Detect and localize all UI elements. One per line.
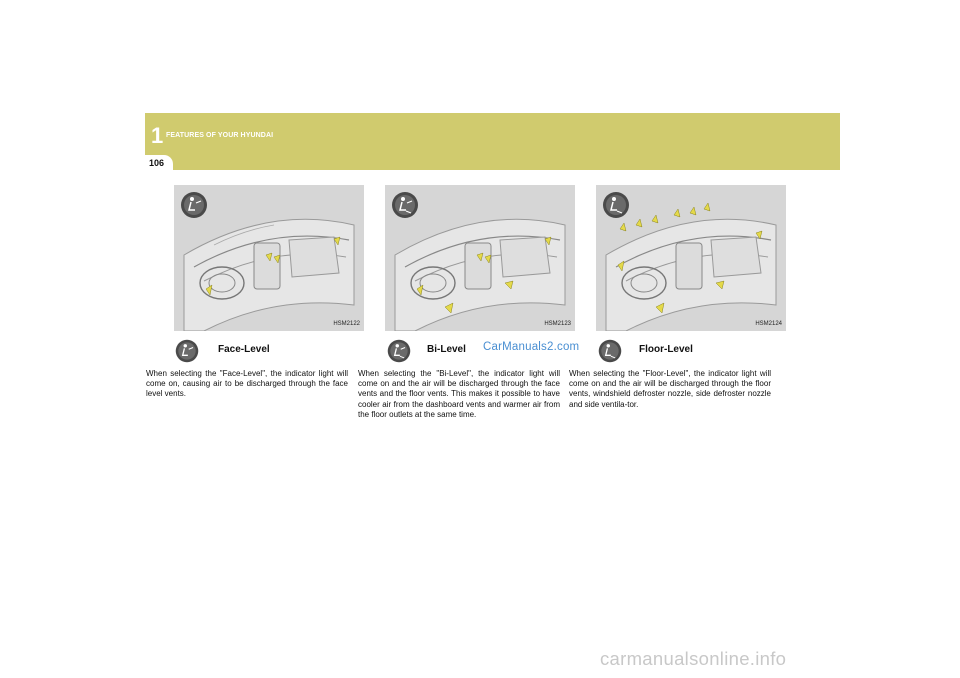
mode-title: Face-Level: [218, 344, 270, 355]
chapter-header-band: [145, 113, 840, 170]
figure-floor-level-dashboard: [596, 185, 786, 331]
floor-level-mode-icon: [597, 338, 623, 364]
mode-title: Bi-Level: [427, 344, 466, 355]
chapter-number: 1: [151, 123, 164, 148]
mode-description: When selecting the "Floor-Level", the indicator light will come on and the air will be discharged through the floor vents, windshield defroster nozzle, side defroster nozzle and side ventila-tor.: [569, 369, 771, 409]
bi-level-mode-icon: [390, 190, 420, 220]
figure-code: HSM2123: [544, 321, 571, 327]
watermark-carmanualsonline: carmanualsonline.info: [600, 648, 787, 669]
face-level-mode-icon: [174, 338, 200, 364]
figure-code: HSM2122: [333, 321, 360, 327]
figure-bi-level-dashboard: [385, 185, 575, 331]
mode-row-floor-level: [569, 338, 779, 362]
watermark-carmanuals2: CarManuals2.com: [483, 341, 580, 353]
mode-title: Floor-Level: [639, 344, 693, 355]
mode-row-face-level: [146, 338, 356, 362]
chapter-title: FEATURES OF YOUR HYUNDAI: [166, 132, 274, 139]
figure-code: HSM2124: [755, 321, 782, 327]
mode-description: When selecting the "Bi-Level", the indicator light will come on and the air will be discharged through the face vents and the floor vents. This makes it possible to have cooler air from the dashboard vents and warmer air from the floor outlets at the same time.: [358, 369, 560, 419]
face-level-mode-icon: [179, 190, 209, 220]
mode-description: When selecting the "Face-Level", the indicator light will come on, causing air to be discharged through the face level vents.: [146, 369, 348, 399]
page-number: 106: [149, 158, 165, 168]
figure-face-level-dashboard: [174, 185, 364, 331]
floor-level-mode-icon: [601, 190, 631, 220]
bi-level-mode-icon: [386, 338, 412, 364]
